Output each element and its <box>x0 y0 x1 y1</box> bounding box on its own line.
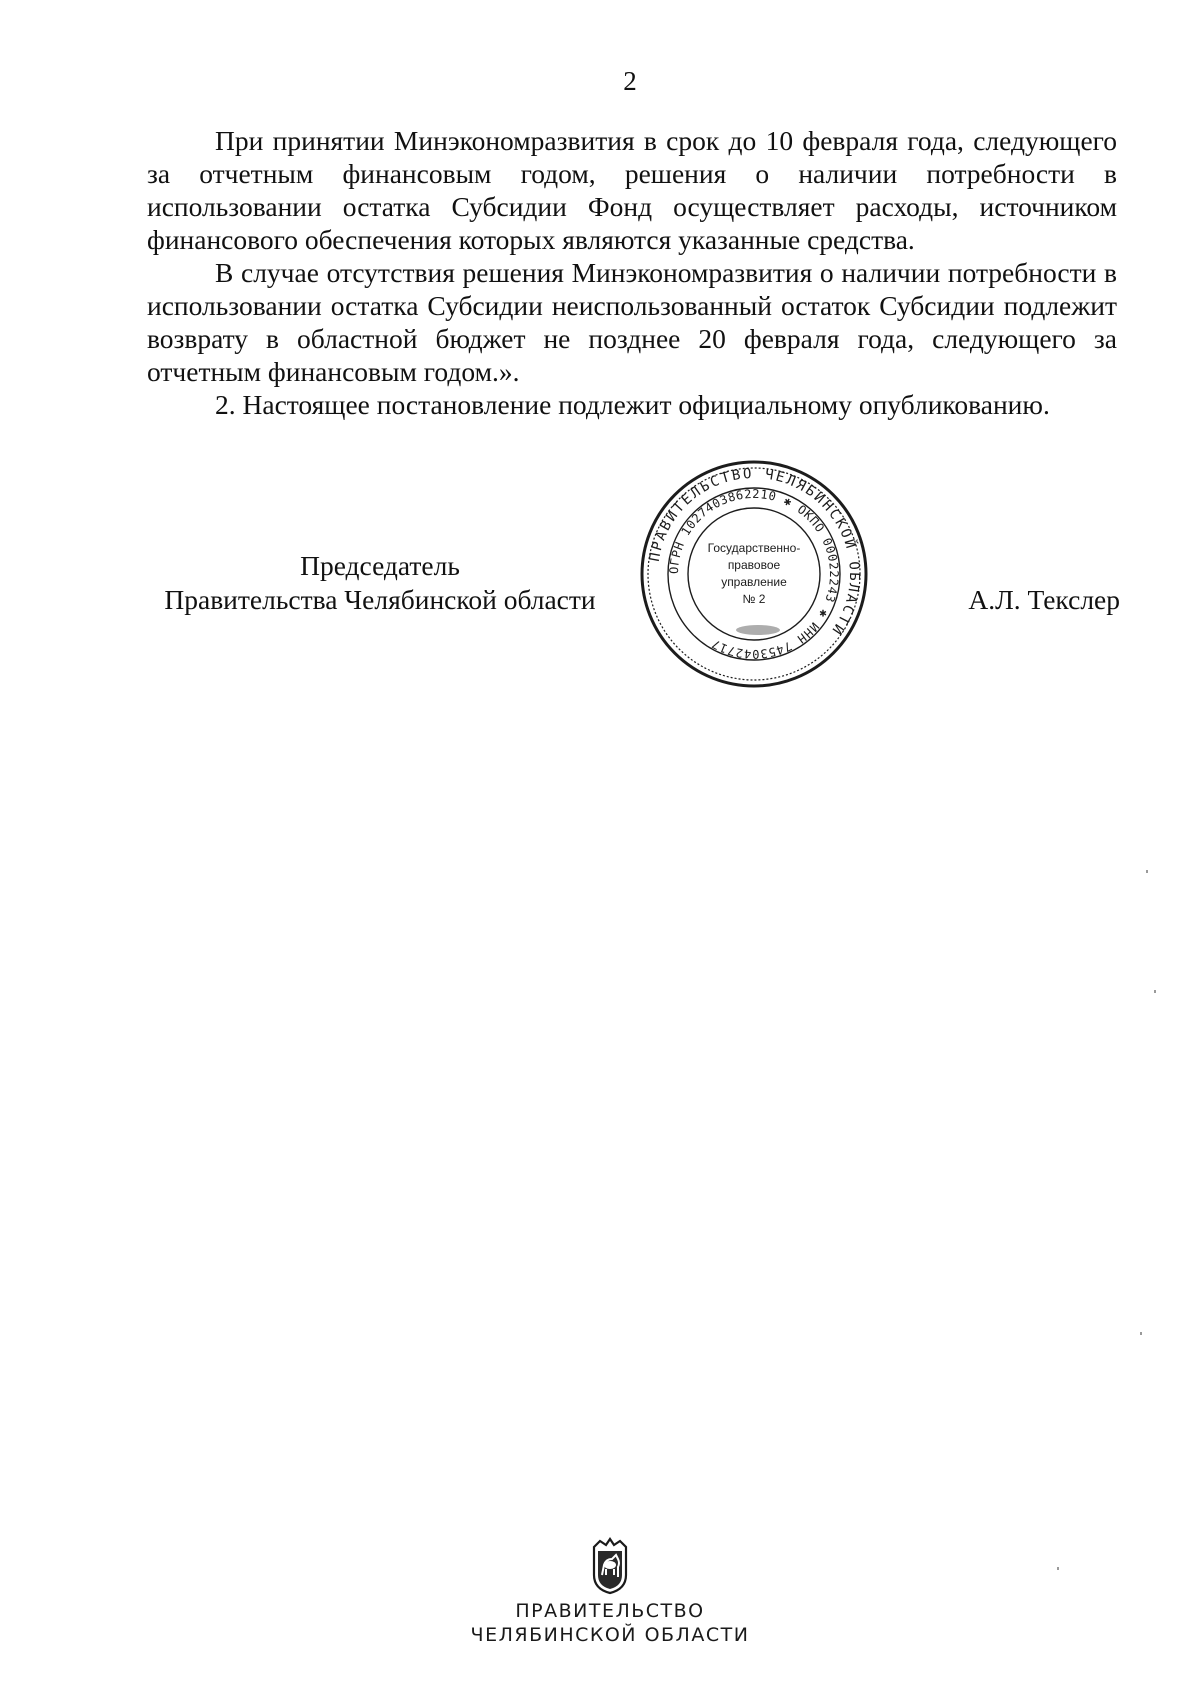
seal-center-line: Государственно- <box>707 541 801 555</box>
signatory-title-line: Правительства Челябинской области <box>164 584 596 615</box>
scan-speck <box>1140 1332 1142 1335</box>
seal-center-line: правовое <box>727 558 781 572</box>
seal-ring-text: ОГРН 1027403862210 ✱ ОКПО 00022243 ✱ ИНН 7453042717 <box>666 486 842 662</box>
seal-center-line: управление <box>721 575 787 589</box>
seal-smudge <box>736 625 780 635</box>
letterhead-footer <box>0 1535 1200 1647</box>
official-seal-stamp <box>638 458 870 690</box>
page-number: 2 <box>623 66 637 96</box>
signatory-title-line: Председатель <box>300 550 460 581</box>
seal-inner-ring <box>688 508 820 640</box>
signatory-name: А.Л. Текслер <box>968 584 1120 615</box>
scan-speck <box>1146 870 1148 873</box>
seal-outer-text: ПРАВИТЕЛЬСТВО ЧЕЛЯБИНСКОЙ ОБЛАСТИ <box>646 465 863 639</box>
document-body <box>147 124 1117 421</box>
scan-speck <box>1057 1567 1059 1570</box>
footer-org-line: ЧЕЛЯБИНСКОЙ ОБЛАСТИ <box>470 1624 750 1646</box>
seal-center-line: № 2 <box>742 592 766 606</box>
footer-org-line: ПРАВИТЕЛЬСТВО <box>515 1600 705 1622</box>
signatory-title <box>120 549 640 617</box>
body-paragraph: 2. Настоящее постановление подлежит официальному опубликованию. <box>215 389 1050 420</box>
body-paragraph: При принятии Минэкономразвития в срок до 10 февраля года, следующего за отчетным финансовым годом, решения о наличии потребности в использовании остатка Субсидии Фонд осуществляет расходы, источником финансового обеспечения которых являются указанные средства. <box>147 125 1117 255</box>
scan-speck <box>1154 990 1156 993</box>
body-paragraph: В случае отсутствия решения Минэкономразвития о наличии потребности в использовании остатка Субсидии неиспользованный остаток Субсидии подлежит возврату в областной бюджет не позднее 20 февраля года, следующего за отчетным финансовым годом.». <box>147 257 1117 387</box>
coat-of-arms-icon <box>586 1535 634 1595</box>
